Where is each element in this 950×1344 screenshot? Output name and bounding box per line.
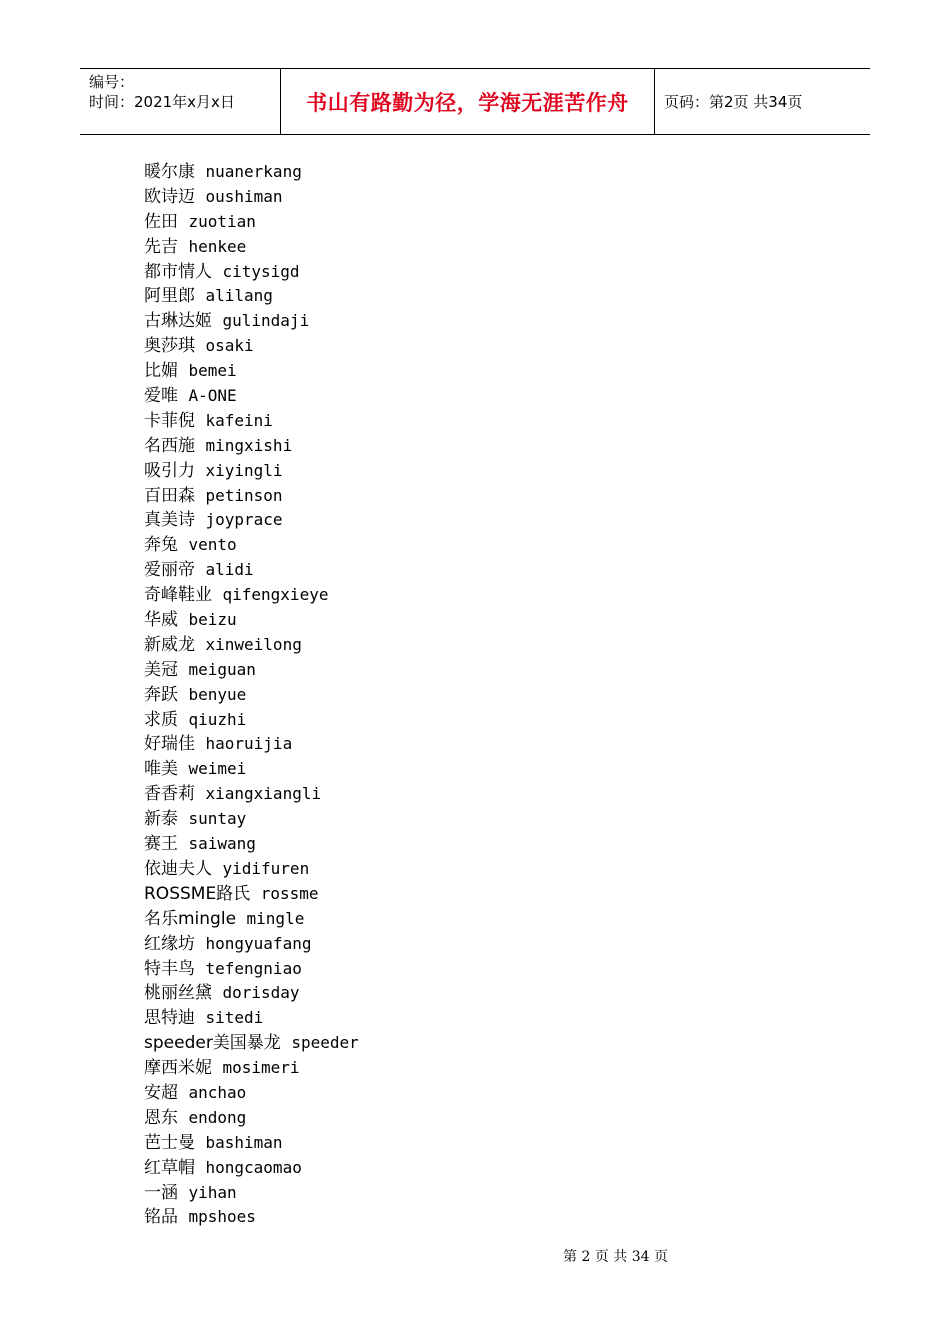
brand-chinese-name: 华威 bbox=[144, 610, 178, 631]
brand-chinese-name: 欧诗迈 bbox=[144, 186, 195, 207]
brand-pinyin-name: A-ONE bbox=[188, 386, 237, 406]
list-item bbox=[144, 533, 359, 558]
list-item bbox=[144, 832, 359, 857]
brand-pinyin-name: osaki bbox=[205, 336, 254, 356]
list-item bbox=[144, 807, 359, 832]
brand-pinyin-name: speeder bbox=[291, 1033, 359, 1053]
brand-chinese-name: speeder美国暴龙 bbox=[144, 1033, 281, 1054]
list-item bbox=[144, 235, 359, 260]
brand-pinyin-name: oushiman bbox=[205, 186, 283, 206]
brand-pinyin-name: henkee bbox=[188, 236, 247, 256]
brand-chinese-name: 奥莎琪 bbox=[144, 336, 195, 357]
brand-pinyin-name: xiangxiangli bbox=[205, 784, 322, 804]
brand-chinese-name: 先吉 bbox=[144, 236, 178, 257]
brand-chinese-name: 名乐mingle bbox=[144, 908, 237, 929]
brand-pinyin-name: saiwang bbox=[188, 834, 256, 854]
brand-pinyin-name: bemei bbox=[188, 361, 237, 381]
brand-pinyin-name: mingle bbox=[246, 908, 305, 928]
brand-pinyin-name: mpshoes bbox=[188, 1207, 256, 1227]
brand-chinese-name: 摩西米妮 bbox=[144, 1058, 212, 1079]
brand-pinyin-name: hongyuafang bbox=[205, 933, 312, 953]
list-item bbox=[144, 1081, 359, 1106]
brand-pinyin-name: meiguan bbox=[188, 659, 256, 679]
list-item bbox=[144, 1056, 359, 1081]
list-item bbox=[144, 260, 359, 285]
brand-pinyin-name: qiuzhi bbox=[188, 709, 247, 729]
brand-name-list bbox=[144, 160, 359, 1230]
document-time-label: 时间：2021年x月x日 bbox=[89, 93, 235, 111]
brand-chinese-name: 爱丽帝 bbox=[144, 560, 195, 581]
header-motto: 书山有路勤为径，学海无涯苦作舟 bbox=[306, 90, 629, 115]
list-item bbox=[144, 558, 359, 583]
list-item bbox=[144, 210, 359, 235]
brand-chinese-name: 桃丽丝黛 bbox=[144, 983, 212, 1004]
brand-pinyin-name: nuanerkang bbox=[205, 162, 302, 181]
list-item bbox=[144, 508, 359, 533]
brand-chinese-name: ROSSME路氏 bbox=[144, 883, 251, 904]
list-item bbox=[144, 633, 359, 658]
list-item bbox=[144, 1031, 359, 1056]
brand-chinese-name: 依迪夫人 bbox=[144, 858, 212, 879]
brand-pinyin-name: yihan bbox=[188, 1182, 237, 1202]
brand-pinyin-name: suntay bbox=[188, 809, 247, 829]
brand-chinese-name: 奔跃 bbox=[144, 684, 178, 705]
list-item bbox=[144, 683, 359, 708]
brand-chinese-name: 唯美 bbox=[144, 759, 178, 780]
list-item bbox=[144, 1205, 359, 1230]
brand-chinese-name: 美冠 bbox=[144, 659, 178, 680]
list-item bbox=[144, 981, 359, 1006]
footer-page-number: 第 2 页 共 34 页 bbox=[563, 1249, 668, 1265]
brand-pinyin-name: gulindaji bbox=[222, 311, 310, 331]
list-item bbox=[144, 334, 359, 359]
brand-chinese-name: 佐田 bbox=[144, 211, 178, 232]
brand-pinyin-name: qifengxieye bbox=[222, 585, 329, 605]
brand-chinese-name: 一涵 bbox=[144, 1182, 178, 1203]
brand-chinese-name: 奔兔 bbox=[144, 535, 178, 556]
brand-chinese-name: 新威龙 bbox=[144, 634, 195, 655]
brand-pinyin-name: endong bbox=[188, 1107, 247, 1127]
brand-pinyin-name: dorisday bbox=[222, 983, 300, 1003]
brand-pinyin-name: hongcaomao bbox=[205, 1157, 302, 1177]
list-item bbox=[144, 757, 359, 782]
brand-chinese-name: 奇峰鞋业 bbox=[144, 585, 212, 606]
brand-pinyin-name: bashiman bbox=[205, 1132, 283, 1152]
list-item bbox=[144, 608, 359, 633]
brand-pinyin-name: xiyingli bbox=[205, 460, 283, 480]
brand-pinyin-name: alilang bbox=[205, 286, 273, 306]
list-item bbox=[144, 1131, 359, 1156]
brand-chinese-name: 赛王 bbox=[144, 834, 178, 855]
list-item bbox=[144, 732, 359, 757]
list-item bbox=[144, 882, 359, 907]
brand-chinese-name: 新泰 bbox=[144, 809, 178, 830]
brand-chinese-name: 爱唯 bbox=[144, 386, 178, 407]
brand-pinyin-name: vento bbox=[188, 535, 237, 555]
brand-pinyin-name: petinson bbox=[205, 485, 283, 505]
list-item bbox=[144, 434, 359, 459]
brand-chinese-name: 恩东 bbox=[144, 1107, 178, 1128]
list-item bbox=[144, 907, 359, 932]
brand-chinese-name: 阿里郎 bbox=[144, 286, 195, 307]
brand-pinyin-name: weimei bbox=[188, 759, 247, 779]
brand-pinyin-name: mingxishi bbox=[205, 435, 293, 455]
brand-pinyin-name: kafeini bbox=[205, 410, 273, 430]
list-item bbox=[144, 185, 359, 210]
brand-pinyin-name: mosimeri bbox=[222, 1058, 300, 1078]
brand-chinese-name: 吸引力 bbox=[144, 460, 195, 481]
brand-chinese-name: 红草帽 bbox=[144, 1157, 195, 1178]
list-item bbox=[144, 1156, 359, 1181]
list-item bbox=[144, 1006, 359, 1031]
brand-chinese-name: 比媚 bbox=[144, 361, 178, 382]
header-page-cell bbox=[655, 69, 870, 134]
brand-pinyin-name: yidifuren bbox=[222, 858, 310, 878]
list-item bbox=[144, 359, 359, 384]
brand-chinese-name: 古琳达姬 bbox=[144, 311, 212, 332]
brand-chinese-name: 名西施 bbox=[144, 435, 195, 456]
list-item bbox=[144, 309, 359, 334]
brand-pinyin-name: tefengniao bbox=[205, 958, 302, 978]
brand-chinese-name: 香香莉 bbox=[144, 784, 195, 805]
brand-pinyin-name: benyue bbox=[188, 684, 247, 704]
brand-chinese-name: 暖尔康 bbox=[144, 162, 195, 182]
list-item bbox=[144, 384, 359, 409]
list-item bbox=[144, 484, 359, 509]
brand-chinese-name: 红缘坊 bbox=[144, 933, 195, 954]
brand-pinyin-name: rossme bbox=[260, 883, 319, 903]
list-item bbox=[144, 409, 359, 434]
brand-pinyin-name: sitedi bbox=[205, 1008, 264, 1028]
brand-chinese-name: 思特迪 bbox=[144, 1008, 195, 1029]
brand-chinese-name: 真美诗 bbox=[144, 510, 195, 531]
brand-pinyin-name: haoruijia bbox=[205, 734, 293, 754]
list-item bbox=[144, 932, 359, 957]
list-item bbox=[144, 284, 359, 309]
brand-chinese-name: 都市情人 bbox=[144, 261, 212, 282]
list-item bbox=[144, 782, 359, 807]
brand-pinyin-name: xinweilong bbox=[205, 634, 302, 654]
list-item bbox=[144, 1181, 359, 1206]
brand-pinyin-name: beizu bbox=[188, 610, 237, 630]
header-left-cell bbox=[80, 69, 281, 134]
brand-pinyin-name: alidi bbox=[205, 560, 254, 580]
brand-pinyin-name: anchao bbox=[188, 1082, 247, 1102]
brand-pinyin-name: citysigd bbox=[222, 261, 300, 281]
brand-chinese-name: 芭士曼 bbox=[144, 1132, 195, 1153]
document-number-label: 编号： bbox=[89, 73, 135, 91]
page-header bbox=[80, 68, 870, 135]
list-item bbox=[144, 708, 359, 733]
header-motto-cell bbox=[281, 69, 655, 134]
brand-chinese-name: 求质 bbox=[144, 709, 178, 730]
brand-chinese-name: 好瑞佳 bbox=[144, 734, 195, 755]
brand-chinese-name: 安超 bbox=[144, 1082, 178, 1103]
list-item bbox=[144, 957, 359, 982]
brand-chinese-name: 特丰鸟 bbox=[144, 958, 195, 979]
list-item bbox=[144, 857, 359, 882]
list-item bbox=[144, 658, 359, 683]
brand-chinese-name: 卡菲倪 bbox=[144, 410, 195, 431]
list-item bbox=[144, 160, 359, 185]
brand-pinyin-name: zuotian bbox=[188, 211, 256, 231]
brand-chinese-name: 百田森 bbox=[144, 485, 195, 506]
list-item bbox=[144, 1106, 359, 1131]
brand-chinese-name: 铭品 bbox=[144, 1207, 178, 1228]
list-item bbox=[144, 459, 359, 484]
list-item bbox=[144, 583, 359, 608]
brand-pinyin-name: joyprace bbox=[205, 510, 283, 530]
header-page-label: 页码：第2页 共34页 bbox=[664, 93, 803, 111]
